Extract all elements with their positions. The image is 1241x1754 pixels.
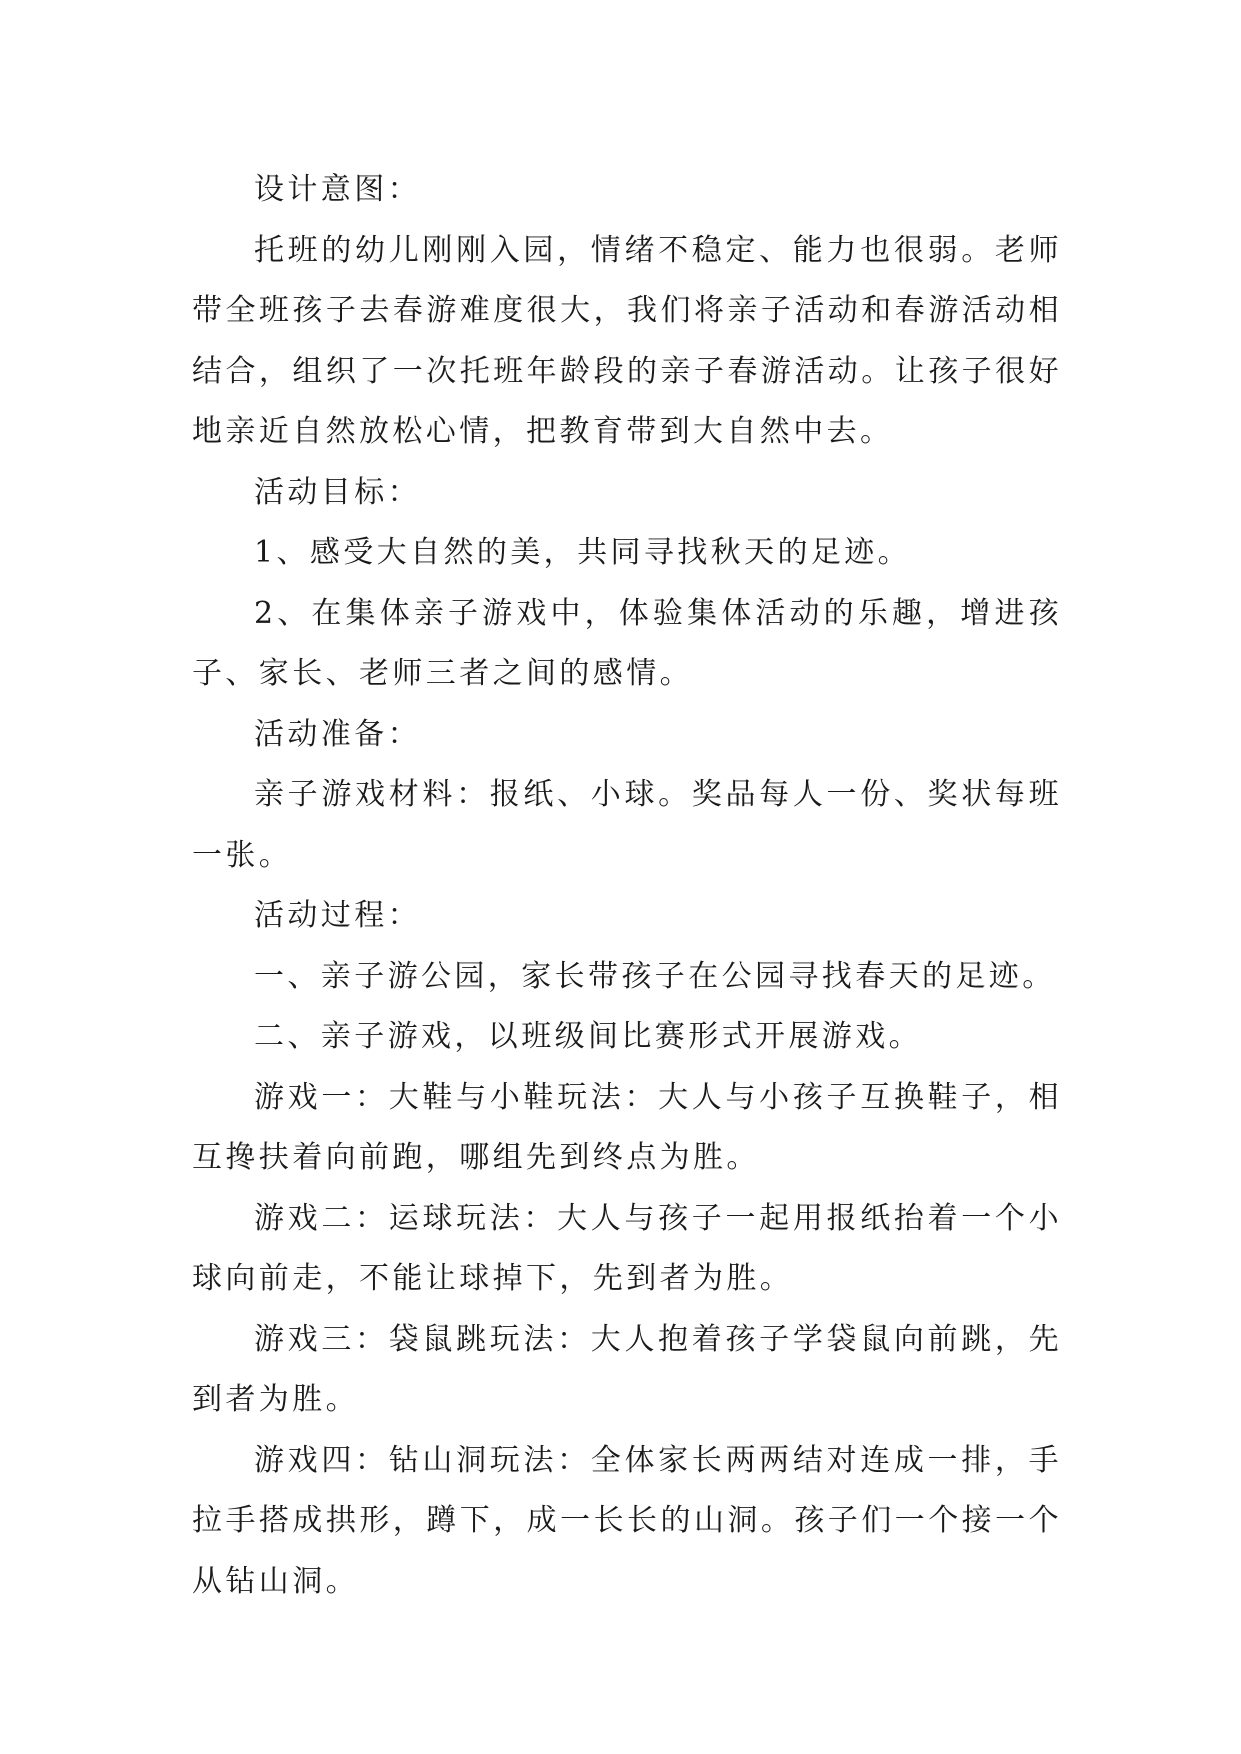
design-intent-heading: 设计意图： — [254, 172, 421, 207]
game-2-paragraph: 游戏二：运球玩法：大人与孩子一起用报纸抬着一个小球向前走，不能让球掉下，先到者为胜。 — [192, 1200, 1062, 1296]
game-1-paragraph: 游戏一：大鞋与小鞋玩法：大人与小孩子互换鞋子，相互搀扶着向前跑，哪组先到终点为胜。 — [192, 1079, 1062, 1175]
process-step-1: 一、亲子游公园，家长带孩子在公园寻找春天的足迹。 — [254, 958, 1056, 994]
goals-heading: 活动目标： — [254, 474, 421, 510]
game-3-paragraph: 游戏三：袋鼠跳玩法：大人抱着孩子学袋鼠向前跳，先到者为胜。 — [192, 1321, 1062, 1417]
process-heading: 活动过程： — [254, 898, 421, 933]
game-4-paragraph: 游戏四：钻山洞玩法：全体家长两两结对连成一排，手拉手搭成拱形，蹲下，成一长长的山洞。孩子们一个接一个从钻山洞。 — [192, 1442, 1062, 1599]
preparation-paragraph: 亲子游戏材料：报纸、小球。奖品每人一份、奖状每班一张。 — [192, 777, 1062, 873]
preparation-heading: 活动准备： — [254, 716, 421, 752]
document-body — [192, 160, 1062, 1612]
design-intent-paragraph: 托班的幼儿刚刚入园，情绪不稳定、能力也很弱。老师带全班孩子去春游难度很大，我们将亲子活动和春游活动相结合，组织了一次托班年龄段的亲子春游活动。让孩子很好地亲近自然放松心情，把教育带到大自然中去。 — [192, 232, 1062, 449]
process-step-2: 二、亲子游戏，以班级间比赛形式开展游戏。 — [254, 1019, 922, 1054]
goal-item-2: 2、在集体亲子游戏中，体验集体活动的乐趣，增进孩子、家长、老师三者之间的感情。 — [192, 595, 1062, 691]
goal-item-1: 1、感受大自然的美，共同寻找秋天的足迹。 — [254, 535, 912, 570]
